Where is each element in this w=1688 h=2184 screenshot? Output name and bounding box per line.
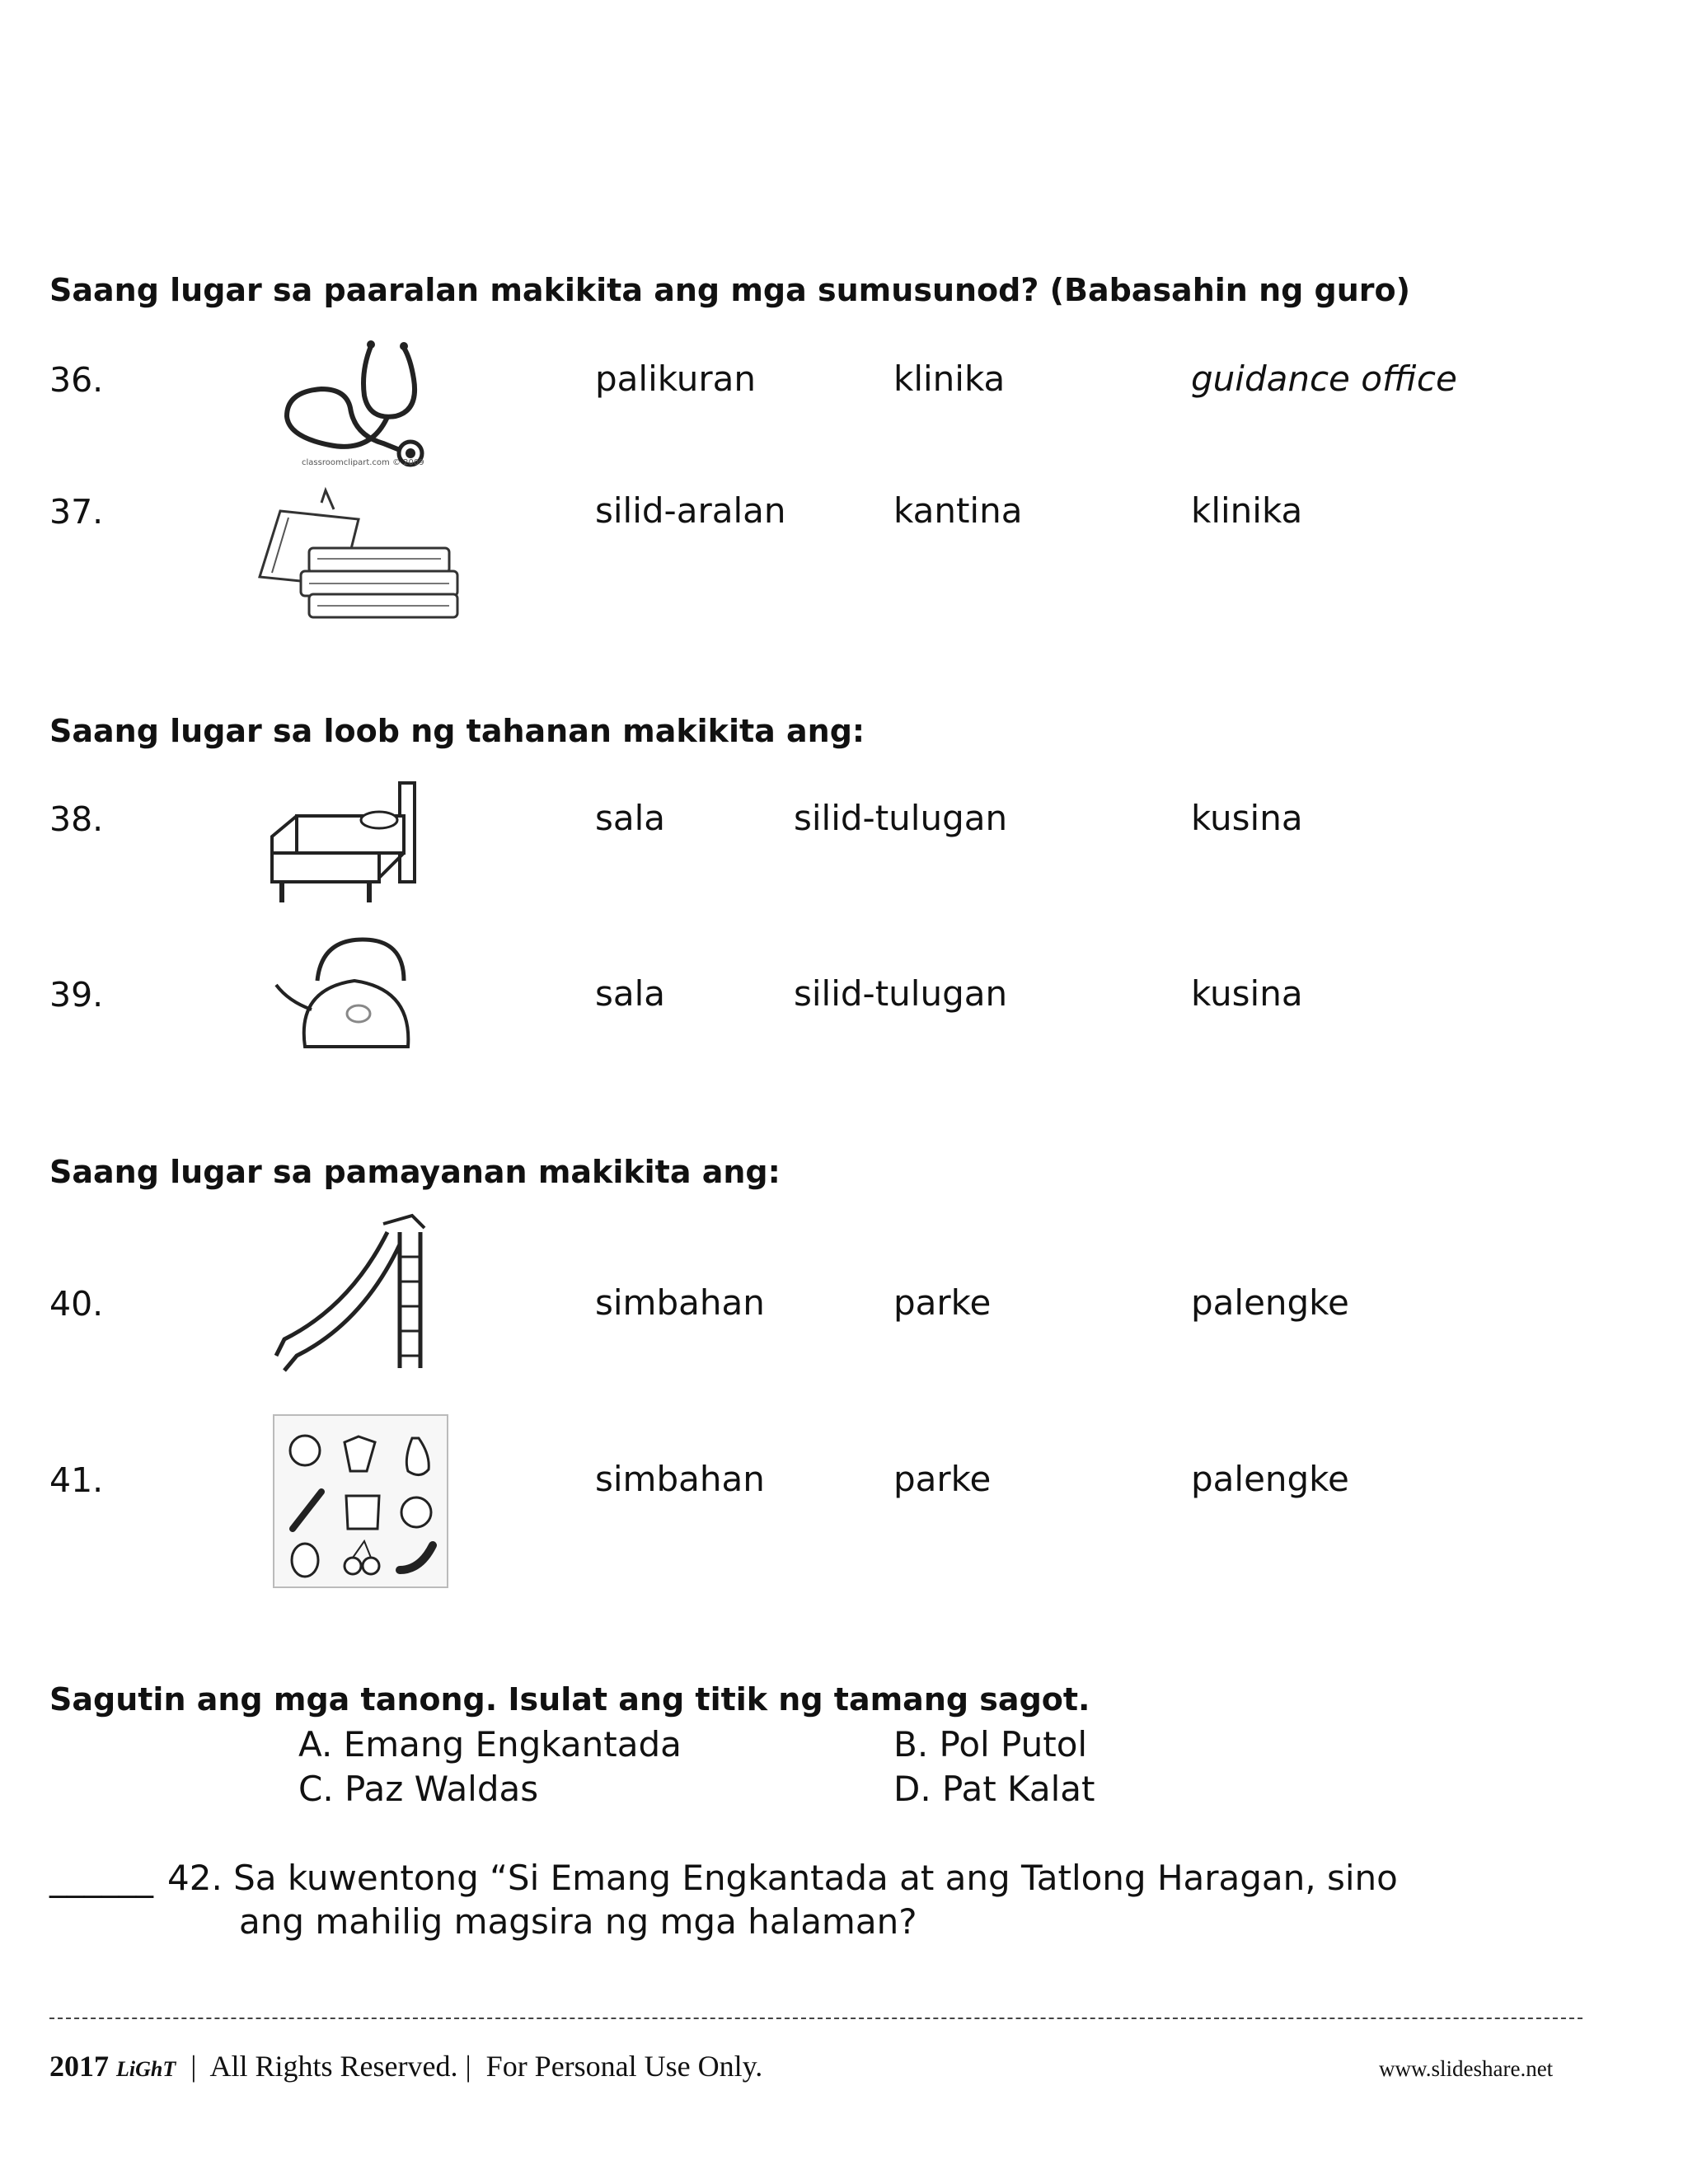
question-42-line2: ang mahilig magsira ng mga halaman? [239,1901,917,1942]
choice-d: D. Pat Kalat [893,1769,1095,1809]
stethoscope-icon [272,338,437,478]
question-number-39: 39. [49,975,104,1015]
kettle-icon [272,931,433,1055]
choice-c: C. Paz Waldas [298,1769,539,1809]
stethoscope-watermark: classroomclipart.com © 2009 [302,458,424,467]
footer-use: For Personal Use Only. [485,2050,763,2083]
question-number-41: 41. [49,1460,104,1500]
option-40-c: palengke [1191,1282,1349,1323]
question-number-40: 40. [49,1284,104,1324]
option-38-c: kusina [1191,798,1303,838]
option-39-c: kusina [1191,973,1303,1014]
bed-icon [264,771,441,911]
footer-left [49,2049,762,2083]
footer-divider [49,2018,1582,2019]
question-number-37: 37. [49,492,104,532]
option-41-c: palengke [1191,1459,1349,1499]
choice-b: B. Pol Putol [893,1724,1088,1765]
fruits-vegetables-icon [272,1413,449,1589]
option-37-a: silid-aralan [595,490,786,531]
option-36-c: guidance office [1191,359,1457,399]
footer-brand: LiGhT [116,2057,176,2081]
slide-icon [268,1207,441,1372]
option-40-a: simbahan [595,1282,765,1323]
footer-year: 2017 [49,2050,109,2083]
option-38-a: sala [595,798,666,838]
section-heading-school: Saang lugar sa paaralan makikita ang mga sumusunod? (Babasahin ng guro) [49,272,1411,308]
question-number-38: 38. [49,799,104,839]
option-37-c: klinika [1191,490,1303,531]
choice-a: A. Emang Engkantada [298,1724,682,1765]
option-41-b: parke [893,1459,992,1499]
option-41-a: simbahan [595,1459,765,1499]
option-39-b: silid-tulugan [794,973,1008,1014]
footer-separator-1: | [190,2050,197,2083]
footer-site: www.slideshare.net [1379,2056,1554,2081]
option-38-b: silid-tulugan [794,798,1008,838]
books-icon [243,486,470,622]
option-36-a: palikuran [595,359,757,399]
option-36-b: klinika [893,359,1006,399]
option-37-b: kantina [893,490,1023,531]
section-heading-community: Saang lugar sa pamayanan makikita ang: [49,1154,781,1190]
question-number-36: 36. [49,360,104,400]
footer-rights: All Rights Reserved. [209,2050,458,2083]
option-40-b: parke [893,1282,992,1323]
answer-blank[interactable]: ______ [49,1858,153,1898]
option-39-a: sala [595,973,666,1014]
section-heading-questions: Sagutin ang mga tanong. Isulat ang titik ng tamang sagot. [49,1681,1090,1718]
question-42-line1: 42. Sa kuwentong “Si Emang Engkantada at ang Tatlong Haragan, sino [167,1858,1398,1898]
section-heading-home: Saang lugar sa loob ng tahanan makikita ang: [49,713,865,749]
footer-separator-2: | [465,2050,471,2083]
